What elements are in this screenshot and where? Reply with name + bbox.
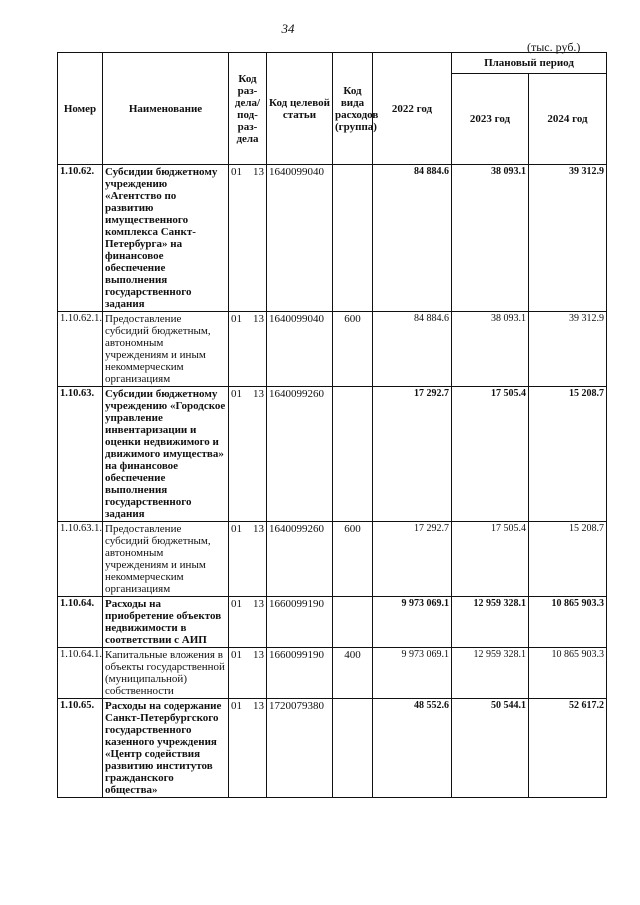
row-expense-type-code: 400	[333, 648, 373, 699]
unit-note: (тыс. руб.)	[527, 40, 581, 54]
row-amount-2023: 38 093.1	[452, 165, 529, 312]
row-expense-type-code	[333, 387, 373, 522]
header-year-2022: 2022 год	[373, 53, 452, 165]
subsection-code: 13	[253, 700, 264, 712]
row-target-code: 1640099040	[267, 312, 333, 387]
row-number: 1.10.63.1.	[58, 522, 103, 597]
subsection-code: 13	[253, 166, 264, 178]
row-amount-2022: 9 973 069.1	[373, 597, 452, 648]
row-name: Капитальные вложения в объекты государственной (муниципальной) собственности	[103, 648, 229, 699]
row-number: 1.10.64.1.	[58, 648, 103, 699]
row-amount-2022: 17 292.7	[373, 387, 452, 522]
row-number: 1.10.62.	[58, 165, 103, 312]
row-target-code: 1720079380	[267, 699, 333, 798]
row-expense-type-code	[333, 597, 373, 648]
section-code: 01	[231, 700, 242, 712]
section-code: 01	[231, 649, 242, 661]
row-section-code	[229, 648, 267, 699]
subsection-code: 13	[253, 649, 264, 661]
row-section-code	[229, 387, 267, 522]
header-section: Код раз- дела/ под- раз- дела	[229, 53, 267, 165]
row-amount-2023: 12 959 328.1	[452, 648, 529, 699]
row-section-code	[229, 312, 267, 387]
row-amount-2024: 15 208.7	[529, 522, 607, 597]
row-amount-2022: 84 884.6	[373, 165, 452, 312]
section-code: 01	[231, 598, 242, 610]
row-name: Предоставление субсидий бюджетным, автономным учреждениям и иным некоммерческим организациям	[103, 312, 229, 387]
row-expense-type-code	[333, 699, 373, 798]
table-row	[58, 387, 607, 522]
section-code: 01	[231, 313, 242, 325]
row-section-code	[229, 597, 267, 648]
header-plan-period: Плановый период	[452, 53, 607, 74]
row-number: 1.10.62.1.	[58, 312, 103, 387]
row-amount-2022: 84 884.6	[373, 312, 452, 387]
table-row	[58, 699, 607, 798]
row-target-code: 1660099190	[267, 597, 333, 648]
budget-table	[57, 52, 607, 798]
section-code: 01	[231, 523, 242, 535]
row-expense-type-code	[333, 165, 373, 312]
header-expense-type: Код вида расходов (группа)	[333, 53, 373, 165]
section-code: 01	[231, 388, 242, 400]
header-name: Наименование	[103, 53, 229, 165]
row-section-code	[229, 165, 267, 312]
row-amount-2024: 39 312.9	[529, 165, 607, 312]
row-target-code: 1640099260	[267, 522, 333, 597]
table-body	[58, 165, 607, 798]
row-amount-2023: 50 544.1	[452, 699, 529, 798]
table-row	[58, 312, 607, 387]
row-section-code	[229, 699, 267, 798]
row-amount-2022: 17 292.7	[373, 522, 452, 597]
row-amount-2022: 9 973 069.1	[373, 648, 452, 699]
row-target-code: 1640099040	[267, 165, 333, 312]
subsection-code: 13	[253, 313, 264, 325]
row-amount-2023: 17 505.4	[452, 522, 529, 597]
row-amount-2024: 39 312.9	[529, 312, 607, 387]
row-name: Расходы на содержание Санкт-Петербургского государственного казенного учреждения «Центр содействия развитию институтов гражданского общества»	[103, 699, 229, 798]
row-name: Предоставление субсидий бюджетным, автономным учреждениям и иным некоммерческим организациям	[103, 522, 229, 597]
row-amount-2024: 52 617.2	[529, 699, 607, 798]
page-number: 34	[281, 21, 295, 36]
row-number: 1.10.65.	[58, 699, 103, 798]
subsection-code: 13	[253, 388, 264, 400]
row-section-code	[229, 522, 267, 597]
row-number: 1.10.64.	[58, 597, 103, 648]
row-name: Расходы на приобретение объектов недвижимости в соответствии с АИП	[103, 597, 229, 648]
row-expense-type-code: 600	[333, 312, 373, 387]
section-code: 01	[231, 166, 242, 178]
row-amount-2023: 38 093.1	[452, 312, 529, 387]
header-target: Код целевой статьи	[267, 53, 333, 165]
row-target-code: 1660099190	[267, 648, 333, 699]
table-row	[58, 165, 607, 312]
row-amount-2024: 10 865 903.3	[529, 648, 607, 699]
row-amount-2023: 17 505.4	[452, 387, 529, 522]
subsection-code: 13	[253, 598, 264, 610]
table-row	[58, 522, 607, 597]
header-row	[58, 53, 607, 74]
row-amount-2024: 15 208.7	[529, 387, 607, 522]
row-number: 1.10.63.	[58, 387, 103, 522]
subsection-code: 13	[253, 523, 264, 535]
header-year-2023: 2023 год	[452, 74, 529, 165]
header-number: Номер	[58, 53, 103, 165]
row-target-code: 1640099260	[267, 387, 333, 522]
header-year-2024: 2024 год	[529, 74, 607, 165]
table-row	[58, 648, 607, 699]
row-name: Субсидии бюджетному учреждению «Городское управление инвентаризации и оценки недвижимого и движимого имущества» на финансовое обеспечение выполнения государственного задания	[103, 387, 229, 522]
row-amount-2022: 48 552.6	[373, 699, 452, 798]
row-expense-type-code: 600	[333, 522, 373, 597]
row-amount-2023: 12 959 328.1	[452, 597, 529, 648]
row-amount-2024: 10 865 903.3	[529, 597, 607, 648]
table-row	[58, 597, 607, 648]
row-name: Субсидии бюджетному учреждению «Агентство по развитию имущественного комплекса Санкт-Петербурга» на финансовое обеспечение выполнения государственного задания	[103, 165, 229, 312]
